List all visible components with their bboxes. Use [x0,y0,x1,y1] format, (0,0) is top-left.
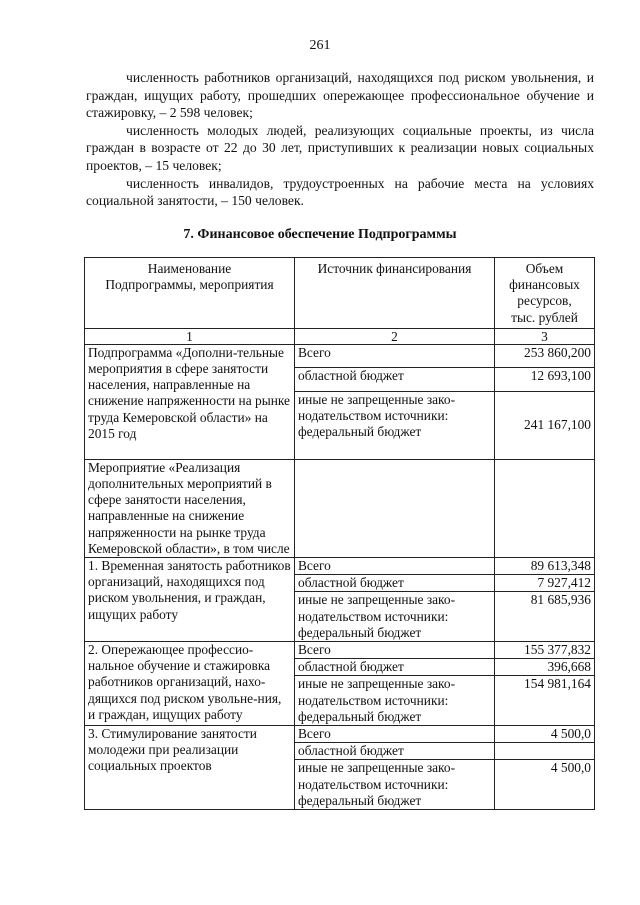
source-other-line: нодательством источники: [298,692,449,708]
intro-text [86,69,594,210]
source-total: Всего [295,344,495,368]
source-other [295,676,495,726]
intro-paragraph: численность молодых людей, реализующих социальные проекты, из числа граждан в возрасте от 22 до 30 лет, приступивших к реализации новых социальных проектов, – 15 человек; [86,122,594,173]
source-other-line: нодательством источники: [298,608,449,624]
source-other [295,592,495,642]
source-other-line: иные не запрещенные зако- [298,676,456,692]
intro-paragraph: численность инвалидов, трудоустроенных на рабочие места на условиях социальной занятости, – 150 человек. [86,175,594,209]
intro-paragraph: численность работников организаций, находящихся под риском увольнения, и граждан, ищущих работу, прошедших опережающее профессиональное обучение и стажировку, – 2 598 человек; [86,70,594,121]
header-source: Источник финансирования [295,258,495,329]
table-header-row [85,258,595,329]
table-row [85,642,595,659]
source-total: Всего [295,726,495,743]
table-row [85,726,595,743]
amount-regional: 12 693,100 [495,368,595,392]
amount-federal: 154 981,164 [495,676,595,726]
source-other-line: нодательством источники: [298,776,449,792]
source-federal: федеральный бюджет [298,792,422,808]
source-other-line: иные не запрещенные зако- [298,760,456,776]
source-total: Всего [295,558,495,575]
amount-federal: 81 685,936 [495,592,595,642]
column-number: 1 [85,328,295,344]
activity-name: 2. Опережающее профессио-нальное обучение и стажировка работников организаций, нахо-дящихся под риском увольне-ния, и граждан, ищущих работу [85,642,295,726]
amount-total: 89 613,348 [495,558,595,575]
source-regional: областной бюджет [295,743,495,760]
source-other [295,760,495,810]
source-other-line: иные не запрещенные зако- [298,391,456,407]
section-title: 7. Финансовое обеспечение Подпрограммы [183,227,457,242]
source-regional: областной бюджет [295,575,495,592]
amount-total: 4 500,0 [495,726,595,743]
amount-federal: 4 500,0 [495,760,595,810]
table-row [85,344,595,368]
header-amount: Объем финансовых ресурсов, тыс. рублей [495,258,595,329]
source-other [295,391,495,459]
column-number: 2 [295,328,495,344]
source-regional: областной бюджет [295,368,495,392]
page-number: 261 [309,38,331,53]
table-row [85,459,595,557]
source-federal: федеральный бюджет [298,708,422,724]
table-row [85,558,595,575]
empty-cell [295,459,495,557]
empty-cell [495,459,595,557]
financing-table [84,257,595,810]
amount-total: 155 377,832 [495,642,595,659]
source-other-line: нодательством источники: [298,408,449,424]
column-number: 3 [495,328,595,344]
amount-federal: 241 167,100 [495,391,595,459]
amount-total: 253 860,200 [495,344,595,368]
source-total: Всего [295,642,495,659]
source-federal: федеральный бюджет [298,424,422,440]
activity-name: 1. Временная занятость работников организаций, находящихся под риском увольнения, и граждан, ищущих работу [85,558,295,642]
program-name: Подпрограмма «Дополни-тельные мероприятия в сфере занятости населения, направленные на снижение напряженности на рынке труда Кемеровской области» на 2015 год [85,344,295,459]
column-number-row [85,328,595,344]
header-name: Наименование Подпрограммы, мероприятия [85,258,295,329]
amount-regional [495,743,595,760]
activity-name: 3. Стимулирование занятости молодежи при реализации социальных проектов [85,726,295,810]
measure-name: Мероприятие «Реализация дополнительных мероприятий в сфере занятости населения, направленные на снижение напряженности на рынке труда Кемеровской области», в том числе [85,459,295,557]
source-regional: областной бюджет [295,659,495,676]
source-federal: федеральный бюджет [298,624,422,640]
amount-regional: 396,668 [495,659,595,676]
source-other-line: иные не запрещенные зако- [298,592,456,608]
amount-regional: 7 927,412 [495,575,595,592]
